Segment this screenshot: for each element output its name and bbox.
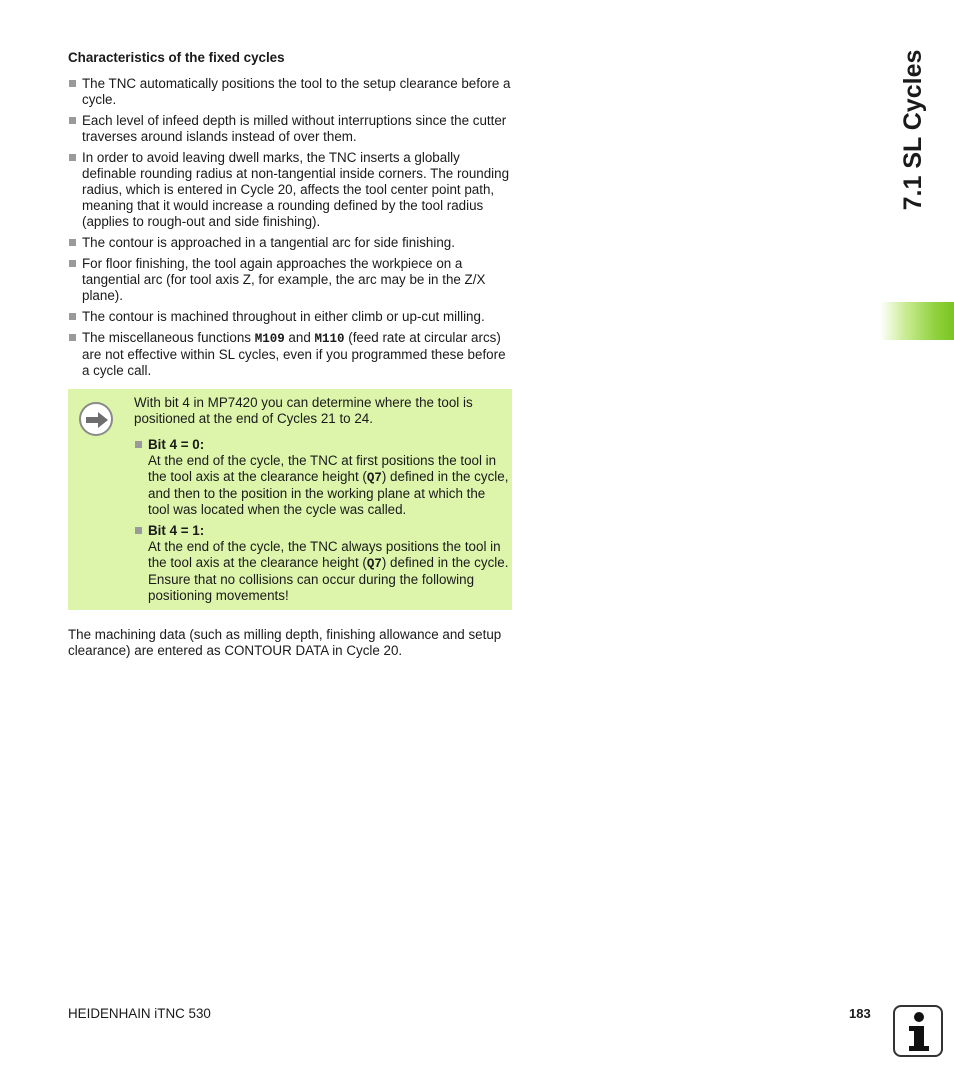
chapter-side-title [893,50,933,210]
bullet-square-icon [69,80,76,87]
list-item-text: The contour is approached in a tangential arc for side finishing. [82,235,455,250]
footer-product-name: HEIDENHAIN iTNC 530 [68,1006,211,1021]
bullet-square-icon [69,239,76,246]
note-item-text-part: At the end of the cycle, the TNC at first positions the tool in the tool axis at the clearance height ( [148,453,497,484]
note-item-text-part: At the end of the cycle, the TNC always positions the tool in the tool axis at the clearance height ( [148,539,501,570]
list-item-text: The miscellaneous functions [82,330,255,345]
list-item [68,309,516,325]
list-item [68,330,516,379]
note-item-text [148,453,510,518]
bullet-square-icon [135,441,142,448]
bullet-square-icon [69,334,76,341]
arrow-right-icon [79,402,113,436]
bullet-square-icon [69,260,76,267]
note-item-label: Bit 4 = 1: [148,523,205,538]
note-box [68,389,512,610]
code-m109: M109 [254,332,285,346]
code-m110: M110 [314,332,345,346]
note-item-text-part: ) defined in the cycle. Ensure that no collisions can occur during the following positioning movements! [148,555,509,603]
closing-paragraph: The machining data (such as milling depth, finishing allowance and setup clearance) are entered as CONTOUR DATA in Cycle 20. [68,627,502,658]
bullet-square-icon [69,313,76,320]
chapter-side-title-text: 7.1 SL Cycles [899,49,927,211]
list-item [134,523,510,604]
page-number: 183 [849,1006,871,1021]
list-item-text: For floor finishing, the tool again approaches the workpiece on a tangential arc (for tool axis Z, for example, the arc may be in the Z/X plane). [82,256,486,303]
list-item [68,235,516,251]
code-q7: Q7 [366,557,382,571]
list-item-text: The contour is machined throughout in either climb or up-cut milling. [82,309,485,324]
note-item-label: Bit 4 = 0: [148,437,205,452]
section-heading: Characteristics of the fixed cycles [68,50,285,65]
list-item-text: The TNC automatically positions the tool to the setup clearance before a cycle. [82,76,511,107]
list-item [134,437,510,518]
bullet-list [68,76,516,384]
list-item [68,76,516,108]
chapter-tab-marker [880,302,954,340]
bullet-square-icon [135,527,142,534]
list-item [68,113,516,145]
list-item [68,150,516,230]
bullet-square-icon [69,154,76,161]
list-item [68,256,516,304]
note-item-text-part: ) defined in the cycle, and then to the position in the working plane at which the tool was located when the cycle was called. [148,469,509,517]
note-content [134,395,510,609]
info-icon [893,1005,943,1057]
code-q7: Q7 [366,471,382,485]
list-item-text: In order to avoid leaving dwell marks, the TNC inserts a globally definable rounding radius at non-tangential inside corners. The rounding radius, which is entered in Cycle 20, affects the tool center point path, meaning that it would increase a rounding defined by the tool radius (applies to rough-out and side finishing). [82,150,510,229]
note-item-text [148,539,510,604]
list-item-text: and [284,330,315,345]
bullet-square-icon [69,117,76,124]
list-item-text: Each level of infeed depth is milled without interruptions since the cutter traverses around islands instead of over them. [82,113,507,144]
list-item-text: (feed rate at circular arcs) are not effective within SL cycles, even if you programmed these before a cycle call. [82,330,506,378]
note-intro: With bit 4 in MP7420 you can determine where the tool is positioned at the end of Cycles 21 to 24. [134,395,473,426]
